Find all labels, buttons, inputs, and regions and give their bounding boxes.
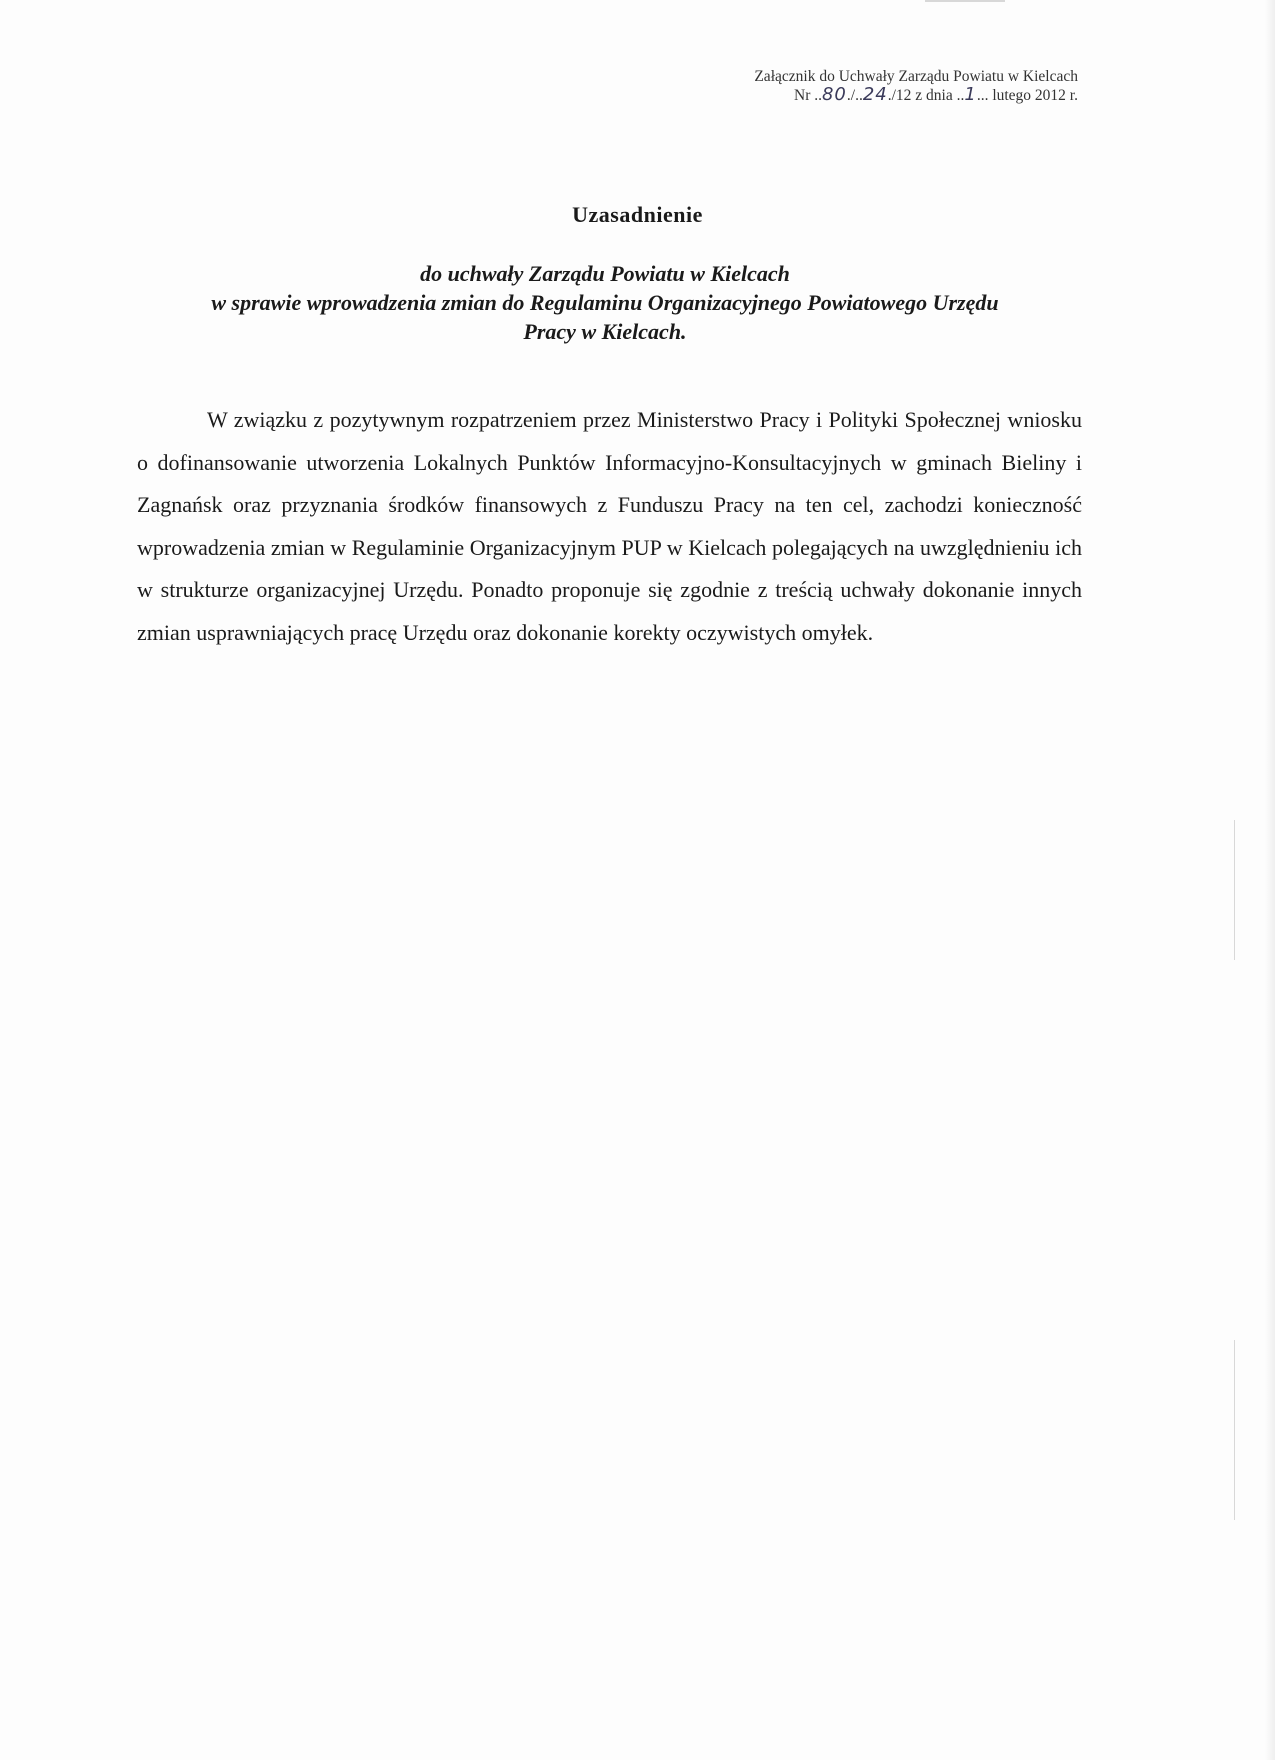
nr-separator: ./.. [846, 87, 863, 104]
attachment-reference [558, 68, 1078, 105]
subtitle-line-2: w sprawie wprowadzenia zmian do Regulaminu Organizacyjnego Powiatowego Urzędu [211, 290, 999, 315]
scan-mark-top-right [925, 0, 1005, 2]
body-paragraph: W związku z pozytywnym rozpatrzeniem przez Ministerstwo Pracy i Polityki Społecznej wniosku o dofinansowanie utworzenia Lokalnych Punktów Informacyjno-Konsultacyjnych w gminach Bieliny i Zagnańsk oraz przyznania środków finansowych z Funduszu Pracy na ten cel, zachodzi konieczność wprowadzenia zmian w Regulaminie Organizacyjnym PUP w Kielcach polegających na uwzględnieniu ich w strukturze organizacyjnej Urzędu. Ponadto proponuje się zgodnie z treścią uchwały dokonanie innych zmian usprawniających pracę Urzędu oraz dokonanie korekty oczywistych omyłek. [137, 407, 1082, 645]
scan-mark-right-1 [1234, 820, 1235, 960]
scan-mark-right-2 [1234, 1340, 1235, 1520]
handwritten-day: 1 [964, 84, 977, 105]
document-subtitle [130, 259, 1080, 346]
scan-edge-shadow [1265, 0, 1275, 1760]
nr-prefix: Nr .. [794, 87, 822, 104]
document-title: Uzasadnienie [572, 202, 703, 227]
resolution-number-line [558, 86, 1078, 105]
subtitle-line-1: do uchwały Zarządu Powiatu w Kielcach [420, 261, 790, 286]
handwritten-number-2: 24 [862, 84, 888, 105]
nr-suffix: ./12 z dnia .. [887, 87, 965, 104]
subtitle-line-3: Pracy w Kielcach. [523, 319, 687, 344]
date-suffix: ... lutego 2012 r. [976, 87, 1078, 104]
attachment-line: Załącznik do Uchwały Zarządu Powiatu w Kielcach [754, 68, 1078, 85]
handwritten-number-1: 80 [821, 84, 847, 105]
